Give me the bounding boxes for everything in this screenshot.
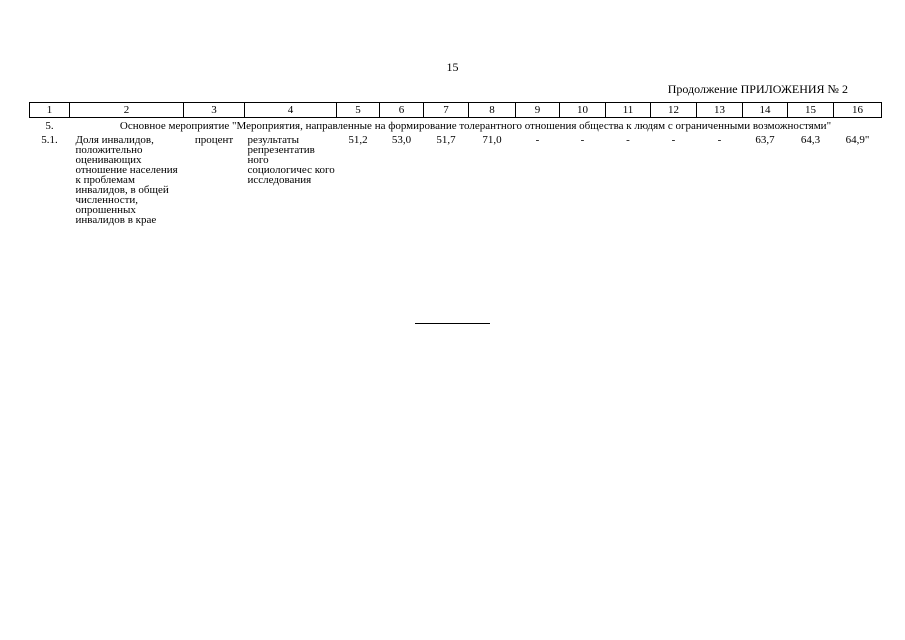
page-number: 15 xyxy=(446,60,459,74)
header-cell: 15 xyxy=(788,103,834,118)
data-source: результаты репрезентатив ного социологичес кого исследования xyxy=(247,134,335,186)
section-number: 5. xyxy=(45,120,54,132)
value-cell: - xyxy=(671,134,676,146)
value-cell: 53,0 xyxy=(391,134,412,146)
header-cell: 8 xyxy=(469,103,516,118)
indicator-name: Доля инвалидов, положительно оценивающих отношение населения к проблемам инвалидов, в общей численности, опрошенных инвалидов в крае xyxy=(75,134,178,226)
header-cell: 6 xyxy=(380,103,424,118)
header-cell: 11 xyxy=(606,103,651,118)
value-cell: 63,7 xyxy=(755,134,775,146)
section-row xyxy=(30,118,882,132)
table-header-row xyxy=(30,103,882,118)
unit-of-measure: процент xyxy=(194,134,234,146)
value-cell: - xyxy=(626,134,630,146)
header-cell: 2 xyxy=(70,103,184,118)
header-cell: 10 xyxy=(560,103,606,118)
section-title: Основное мероприятие "Мероприятия, направленные на формирование толерантного отношения общества к людям с ограниченными возможностями" xyxy=(119,120,832,132)
end-divider-line xyxy=(415,323,490,324)
header-cell: 9 xyxy=(516,103,560,118)
header-cell: 7 xyxy=(424,103,469,118)
value-cell: - xyxy=(717,134,722,146)
header-cell: 5 xyxy=(337,103,380,118)
header-cell: 1 xyxy=(30,103,70,118)
appendix-table xyxy=(29,102,882,225)
header-cell: 13 xyxy=(697,103,743,118)
appendix-continuation-label: Продолжение ПРИЛОЖЕНИЯ № 2 xyxy=(667,82,848,96)
value-cell: - xyxy=(580,134,585,146)
header-cell: 12 xyxy=(651,103,697,118)
value-cell: 51,2 xyxy=(348,134,368,146)
header-cell: 4 xyxy=(245,103,337,118)
row-number: 5.1. xyxy=(41,134,58,146)
value-cell: 64,9" xyxy=(845,134,870,146)
header-cell: 16 xyxy=(834,103,882,118)
value-cell: 51,7 xyxy=(436,134,456,146)
value-cell: - xyxy=(535,134,540,146)
header-cell: 3 xyxy=(184,103,245,118)
table-row xyxy=(30,131,882,225)
value-cell: 64,3 xyxy=(800,134,821,146)
value-cell: 71,0 xyxy=(482,134,502,146)
header-cell: 14 xyxy=(743,103,788,118)
